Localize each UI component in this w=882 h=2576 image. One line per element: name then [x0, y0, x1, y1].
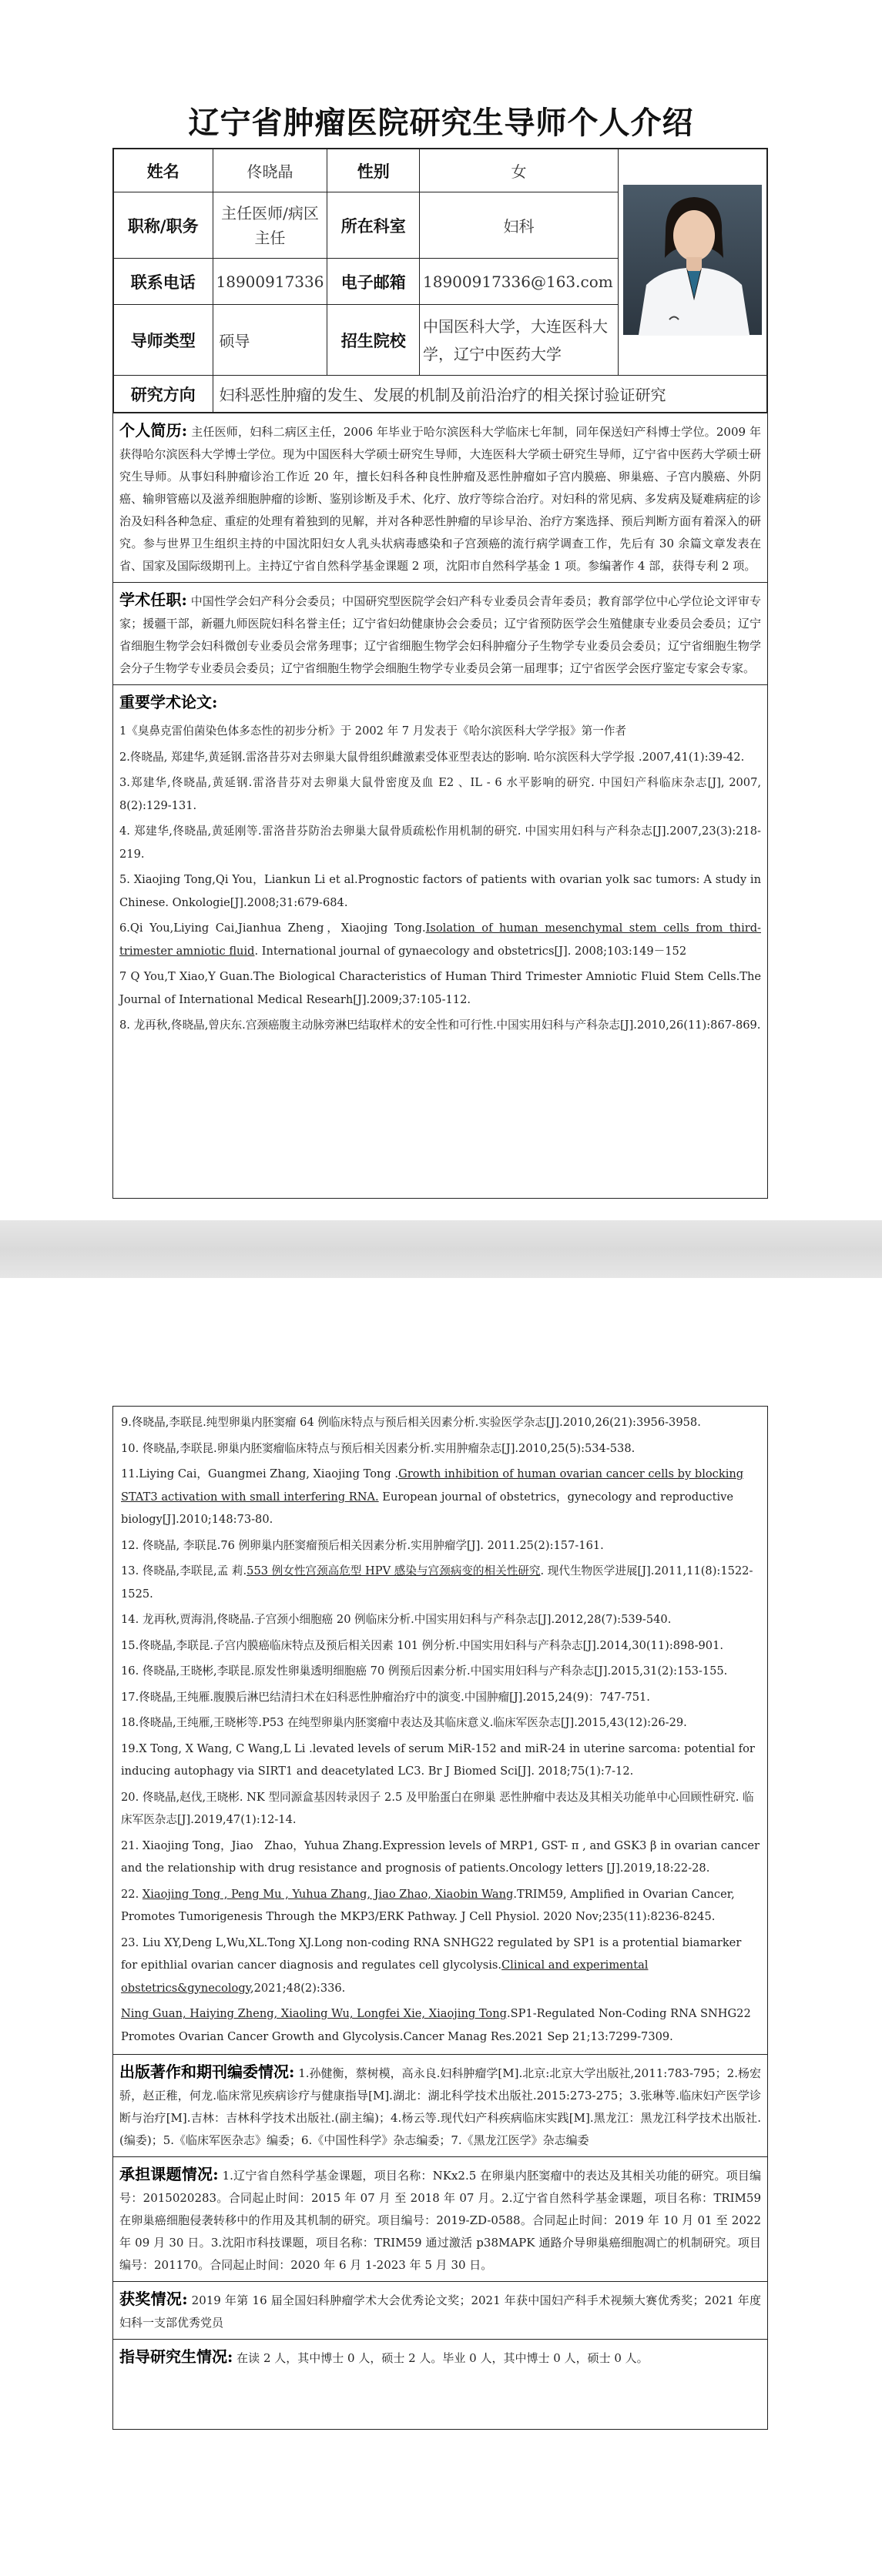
- paper-ul-text: Isolation of human mesenchymal stem cells from third-trimester amniotic fluid: [119, 922, 761, 958]
- students-section: [113, 2339, 767, 2374]
- projects-text: 1.辽宁省自然科学基金课题，项目名称：NKx2.5 在卵巢内胚窦瘤中的表达及其相关功能的研究。项目编号：2015020283。合同起止时间：2015 年 07 月 至 2018 年 07 月。2.辽宁省自然科学基金课题，项目名称：TRIM59 在卵巢癌细胞侵袭转移中的作用及其机制的研究。项目编号：2019-ZD-0588。合同起止时间：2019 年 10 月 01 至 2022 年 09 月 30 日。3.沈阳市科技课题，项目名称：TRIM59 通过激活 p38MAPK 通路介导卵巢癌细胞凋亡的机制研究。项目编号：201170。合同起止时间：2020 年 6 月 1-2023 年 5 月 30 日。: [119, 2169, 761, 2272]
- profile-box: [112, 148, 768, 1199]
- paper-pre-text: 22.: [121, 1887, 143, 1901]
- school-value: 中国医科大学，大连医科大学，辽宁中医药大学: [420, 305, 619, 376]
- paper-item: [119, 965, 761, 1011]
- bio-heading: 个人简历:: [119, 421, 188, 440]
- paper-pre-text: 11.Liying Cai，Guangmei Zhang, Xiaojing Tong .: [121, 1467, 399, 1480]
- paper-pre-text: 5. Xiaojing Tong,Qi You，Liankun Li et al.Prognostic factors of patients with ovarian yolk sac tumors: A study in Chinese. Onkologie[J].2008;31:679-684.: [119, 873, 761, 909]
- name-label: 姓名: [114, 149, 213, 192]
- paper-pre-text: 7 Q You,T Xiao,Y Guan.The Biological Characteristics of Human Third Trimester Amniotic Fluid Stem Cells.The Journal of International Medical Researh[J].2009;37:105-112.: [119, 970, 761, 1006]
- paper-item: [121, 2002, 760, 2048]
- paper-ul-text: Xiaojing Tong , Peng Mu , Yuhua Zhang, Jiao Zhao, Xiaobin Wang: [142, 1887, 514, 1901]
- tutor-type-label: 导师类型: [114, 305, 213, 376]
- paper-item: [119, 868, 761, 914]
- books-text: 1.孙健衡，蔡树模，高永良.妇科肿瘤学[M].北京:北京大学出版社,2011:783-795；2.杨宏骄，赵正稚，何龙.临床常见疾病诊疗与健康指导[M].湖北：湖北科学技术出版社.2015:273-275；3.张琳等.临床妇产医学诊断与治疗[M].吉林：吉林科学技术出版社.(副主编)；4.杨云等.现代妇产科疾病临床实践[M].黑龙江：黑龙江科学技术出版社.(编委)；5.《临床军医杂志》编委；6.《中国性科学》杂志编委；7.《黑龙江医学》杂志编委: [119, 2066, 761, 2147]
- bio-section: [113, 413, 767, 582]
- paper-item: [121, 1463, 760, 1531]
- awards-heading: 获奖情况:: [119, 2290, 188, 2308]
- paper-item: [121, 1711, 760, 1735]
- paper-pre-text: 14. 龙再秋,贾海涓,佟晓晶.子宫颈小细胞癌 20 例临床分析.中国实用妇科与产科杂志[J].2012,28(7):539-540.: [121, 1613, 672, 1626]
- papers-section: [113, 684, 767, 1045]
- paper-pre-text: 16. 佟晓晶,王晓彬,李联昆.原发性卵巢透明细胞癌 70 例预后因素分析.中国实用妇科与产科杂志[J].2015,31(2):153-155.: [121, 1664, 728, 1678]
- paper-post-text: European journal of obstetrics，gynecology and reproductive biology[J].2010;148:73-80.: [121, 1490, 734, 1526]
- paper-pre-text: 6.Qi You,Liying Cai,Jianhua Zheng，Xiaojing Tong.: [119, 922, 426, 935]
- photo-cell: [618, 149, 766, 376]
- paper-pre-text: 17.佟晓晶,王纯雁.腹膜后淋巴结清扫术在妇科恶性肿瘤治疗中的演变.中国肿瘤[J].2015,24(9)：747-751.: [121, 1690, 650, 1704]
- paper-post-text: . 现代生物医学进展[J].2011,11(8):1522-1525.: [121, 1564, 753, 1601]
- page-2: [0, 1278, 882, 2576]
- projects-section: [113, 2156, 767, 2281]
- papers-list-page2: [113, 1407, 767, 2054]
- email-label: 电子邮箱: [327, 259, 420, 305]
- paper-pre-text: 12. 佟晓晶, 李联昆.76 例卵巢内胚窦瘤预后相关因素分析.实用肿瘤学[J]. 2011.25(2):157-161.: [121, 1538, 604, 1552]
- positions-heading: 学术任职:: [119, 590, 187, 609]
- dept-value: 妇科: [420, 192, 619, 259]
- paper-item: [119, 820, 761, 865]
- paper-pre-text: 3.郑建华,佟晓晶,黄延钢.雷洛昔芬对去卵巢大鼠骨密度及血 E2 、IL - 6 水平影响的研究. 中国妇产科临床杂志[J], 2007, 8(2):129-131.: [119, 776, 761, 812]
- school-label: 招生院校: [327, 305, 420, 376]
- paper-item: [121, 1835, 760, 1880]
- paper-item: [121, 1786, 760, 1832]
- direction-label: 研究方向: [114, 376, 213, 413]
- paper-item: [121, 1932, 760, 2000]
- bio-text: 主任医师，妇科二病区主任，2006 年毕业于哈尔滨医科大学临床七年制，同年保送妇产科博士学位。2009 年获得哈尔滨医科大学博士学位。现为中国医科大学硕士研究生导师，大连医科大学硕士研究生导师，辽宁省中医药大学硕士研究生导师。从事妇科肿瘤诊治工作近 20 年，擅长妇科各种良性肿瘤及恶性肿瘤如子宫内膜癌、卵巢癌、子宫内膜癌、外阴癌、输卵管癌以及滋养细胞肿瘤的诊断、鉴别诊断及手术、化疗、放疗等综合治疗。对妇科的常见病、多发病及疑难病症的诊治及妇科各种急症、重症的处理有着独到的见解，并对各种恶性肿瘤的早诊早治、治疗方案选择、预后判断方面有着深入的研究。参与世界卫生组织主持的中国沈阳妇女人乳头状病毒感染和子宫颈癌的流行病学调查工作，先后有 30 余篇文章发表在省、国家及国际级期刊上。主持辽宁省自然科学基金课题 2 项，沈阳市自然科学基金 1 项。参编著作 4 部，获得专利 2 项。: [119, 425, 761, 573]
- paper-pre-text: 1《臭鼻克雷伯菌染色体多态性的初步分析》于 2002 年 7 月发表于《哈尔滨医科大学学报》第一作者: [119, 724, 627, 738]
- paper-pre-text: 20. 佟晓晶,赵伐,王晓彬. NK 型同源盒基因转录因子 2.5 及甲胎蛋白在卵巢 恶性肿瘤中表达及其相关功能单中心回顾性研究. 临床军医杂志[J].2019,47(1):12-14.: [121, 1790, 754, 1826]
- paper-post-text: .SP1-Regulated Non-Coding RNA SNHG22 Promotes Ovarian Cancer Growth and Glycolysis.Cancer Manag Res.2021 Sep 21;13:7299-7309.: [121, 2007, 751, 2043]
- paper-item: [121, 1738, 760, 1783]
- info-table: [113, 149, 767, 413]
- title-value: 主任医师/病区主任: [213, 192, 327, 259]
- paper-item: [121, 1634, 760, 1658]
- title-label: 职称/职务: [114, 192, 213, 259]
- paper-pre-text: 2.佟晓晶, 郑建华,黄延钢.雷洛昔芬对去卵巢大鼠骨组织雌激素受体亚型表达的影响. 哈尔滨医科大学学报 .2007,41(1):39-42.: [119, 750, 745, 764]
- portrait-photo: [623, 185, 762, 335]
- page-separator: [0, 1220, 882, 1278]
- paper-post-text: . International journal of gynaecology and obstetrics[J]. 2008;103:149－152: [254, 944, 687, 958]
- paper-item: [121, 1437, 760, 1460]
- paper-item: [119, 746, 761, 769]
- paper-item: [119, 720, 761, 743]
- paper-pre-text: 13. 佟晓晶,李联昆,孟 莉.: [121, 1564, 247, 1577]
- phone-value: 18900917336: [213, 259, 327, 305]
- paper-pre-text: 8. 龙再秋,佟晓晶,曾庆东.宫颈癌腹主动脉旁淋巴结取样术的安全性和可行性.中国实用妇科与产科杂志[J].2010,26(11):867-869.: [119, 1019, 761, 1032]
- paper-pre-text: 4. 郑建华,佟晓晶,黄延刚等.雷洛昔芬防治去卵巢大鼠骨质疏松作用机制的研究. 中国实用妇科与产科杂志[J].2007,23(3):218-219.: [119, 825, 761, 861]
- paper-pre-text: 21. Xiaojing Tong，Jiao Zhao，Yuhua Zhang.Expression levels of MRP1, GST- π , and GSK3 β in ovarian cancer and the relationship with drug resistance and prognosis of patients.Oncology letters [J].2019,18:22-28.: [121, 1838, 760, 1875]
- dept-label: 所在科室: [327, 192, 420, 259]
- phone-label: 联系电话: [114, 259, 213, 305]
- paper-pre-text: 23. Liu XY,Deng L,Wu,XL.Tong XJ.Long non-coding RNA SNHG22 regulated by SP1 is a protential biamarker for epithlial ovarian cancer diagnosis and regulates cell glycolysis.: [121, 1935, 742, 1972]
- awards-section: [113, 2281, 767, 2339]
- tutor-type-value: 硕导: [213, 305, 327, 376]
- paper-pre-text: 9.佟晓晶,李联昆.纯型卵巢内胚窦瘤 64 例临床特点与预后相关因素分析.实验医学杂志[J].2010,26(21):3956-3958.: [121, 1416, 701, 1429]
- direction-value: 妇科恶性肿瘤的发生、发展的机制及前沿治疗的相关探讨验证研究: [213, 376, 767, 413]
- paper-pre-text: 18.佟晓晶,王纯雁,王晓彬等.P53 在纯型卵巢内胚窦瘤中表达及其临床意义.临床军医杂志[J].2015,43(12):26-29.: [121, 1716, 687, 1729]
- papers-heading: 重要学术论文:: [119, 693, 218, 711]
- positions-section: [113, 582, 767, 684]
- paper-pre-text: 19.X Tong, X Wang, C Wang,L Li .levated levels of serum MiR-152 and miR-24 in uterine sarcoma: potential for inducing autophagy via SIRT1 and deacetylated LC3. Br J Biomed Sci[J]. 2018;75(1):7-12.: [121, 1741, 755, 1778]
- gender-label: 性别: [327, 149, 420, 192]
- page-1: [0, 0, 882, 1220]
- page-title: 辽宁省肿瘤医院研究生导师个人介绍: [188, 105, 694, 141]
- awards-text: 2019 年第 16 届全国妇科肿瘤学术大会优秀论文奖；2021 年获中国妇产科手术视频大赛优秀奖；2021 年度妇科一支部优秀党员: [119, 2293, 761, 2330]
- positions-text: 中国性学会妇产科分会委员；中国研究型医院学会妇产科专业委员会青年委员；教育部学位中心学位论文评审专家；援疆干部，新疆九师医院妇科名誉主任；辽宁省妇幼健康协会会委员；辽宁省预防医学会生殖健康专业委员会委员；辽宁省细胞生物学会妇科微创专业委员会常务理事；辽宁省细胞生物学会妇科肿瘤分子生物学专业委员会委员；辽宁省细胞生物学会分子生物学专业委员会委员；辽宁省细胞生物学会细胞生物学专业委员会第一届理事；辽宁省医学会医疗鉴定专家会专家。: [119, 594, 761, 675]
- paper-item: [121, 1686, 760, 1709]
- paper-post-text: ,2021;48(2):336.: [250, 1981, 346, 1995]
- paper-pre-text: 15.佟晓晶,李联昆.子宫内膜癌临床特点及预后相关因素 101 例分析.中国实用妇科与产科杂志[J].2014,30(11):898-901.: [121, 1638, 724, 1652]
- books-section: [113, 2054, 767, 2156]
- projects-heading: 承担课题情况:: [119, 2165, 219, 2183]
- books-heading: 出版著作和期刊编委情况:: [119, 2062, 295, 2081]
- paper-item: [121, 1883, 760, 1929]
- paper-item: [121, 1560, 760, 1605]
- paper-ul-text: Clinical and experimental obstetrics&gynecology: [121, 1959, 649, 1995]
- paper-pre-text: 10. 佟晓晶,李联昆.卵巢内胚窦瘤临床特点与预后相关因素分析.实用肿瘤杂志[J].2010,25(5):534-538.: [121, 1441, 636, 1455]
- students-heading: 指导研究生情况:: [119, 2347, 233, 2366]
- paper-ul-text: 553 例女性宫颈高危型 HPV 感染与宫颈病变的相关性研究: [246, 1564, 541, 1577]
- paper-item: [119, 917, 761, 962]
- paper-item: [121, 1608, 760, 1631]
- paper-ul-text: Ning Guan, Haiying Zheng, Xiaoling Wu, Longfei Xie, Xiaojing Tong: [121, 2007, 507, 2020]
- paper-ul-text: Growth inhibition of human ovarian cancer cells by blocking STAT3 activation with small interfering RNA.: [121, 1467, 744, 1504]
- paper-item: [121, 1534, 760, 1557]
- papers-list-page1: [119, 715, 761, 1043]
- paper-item: [121, 1411, 760, 1434]
- students-text: 在读 2 人，其中博士 0 人，硕士 2 人。毕业 0 人，其中博士 0 人，硕士 0 人。: [236, 2351, 649, 2365]
- name-value: 佟晓晶: [213, 149, 327, 192]
- paper-item: [121, 1660, 760, 1683]
- paper-item: [119, 1014, 761, 1037]
- paper-item: [119, 771, 761, 817]
- profile-box-continued: [112, 1406, 768, 2430]
- email-value: 18900917336@163.com: [420, 259, 619, 305]
- gender-value: 女: [420, 149, 619, 192]
- paper-post-text: .TRIM59, Amplified in Ovarian Cancer, Promotes Tumorigenesis Through the MKP3/ERK Pathway. J Cell Physiol. 2020 Nov;235(11):8236-8245.: [121, 1887, 735, 1923]
